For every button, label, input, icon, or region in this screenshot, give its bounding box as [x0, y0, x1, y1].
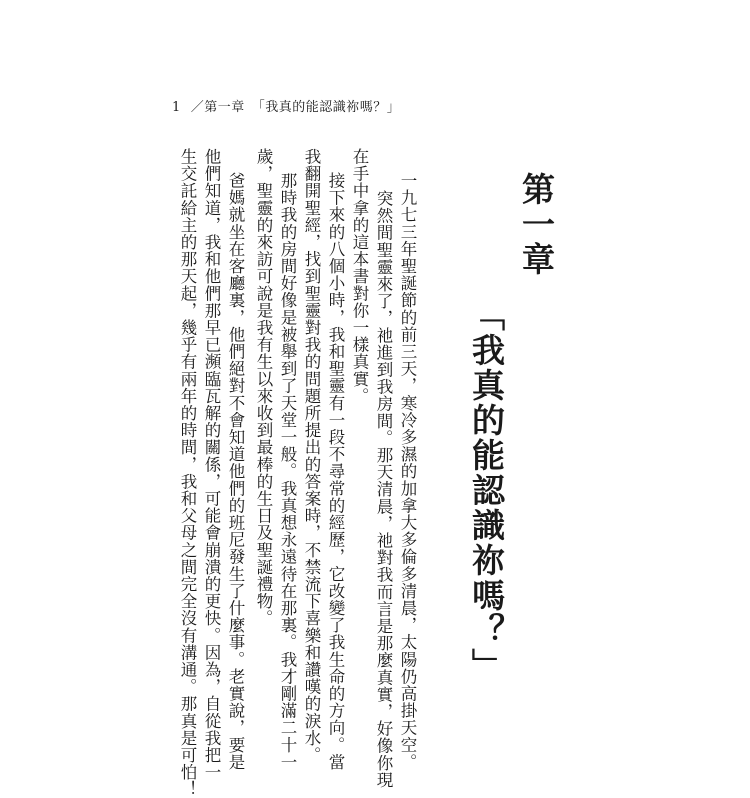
- body-column: 在手中拿的這本書對你一樣真實。: [350, 148, 369, 405]
- chapter-title: 「我真的能認識祢嗎？」: [467, 298, 506, 683]
- body-column: 他們知道，我和他們那早已瀕臨瓦解的關係，可能會崩潰的更快。因為，自從我把一: [202, 148, 221, 781]
- body-column: 那時我的房間好像是被舉到了天堂一般。我真想永遠待在那裏。我才剛滿二十一: [278, 172, 297, 771]
- body-column: 歲，聖靈的來訪可說是我有生以來收到最棒的生日及聖誕禮物。: [254, 148, 273, 627]
- running-title: ／第一章 「我真的能認識祢嗎？」: [190, 100, 401, 115]
- chapter-number: 第一章: [517, 172, 556, 277]
- running-header: [172, 96, 400, 115]
- body-column: 生交託給主的那天起，幾乎有兩年的時間，我和父母之間完全沒有溝通。那真是可怕！: [178, 148, 197, 798]
- body-column: 突然間聖靈來了，祂進到我房間。那天清晨，祂對我而言是那麼真實，好像你現: [374, 190, 393, 789]
- body-column: 接下來的八個小時，我和聖靈有一段不尋常的經歷，它改變了我生命的方向。當: [326, 172, 345, 771]
- body-column: 爸媽就坐在客廳裏，他們絕對不會知道他們的班尼發生了什麼事。老實說，要是: [226, 172, 245, 771]
- body-column: 一九七三年聖誕節的前三天，寒冷多濕的加拿大多倫多清晨，太陽仍高掛天空。: [398, 172, 417, 771]
- page-number: 1: [172, 100, 181, 115]
- body-column: 我翻開聖經，找到聖靈對我的問題所提出的答案時，不禁流下喜樂和讚嘆的淚水。: [302, 148, 321, 764]
- chapter-heading: [466, 172, 556, 683]
